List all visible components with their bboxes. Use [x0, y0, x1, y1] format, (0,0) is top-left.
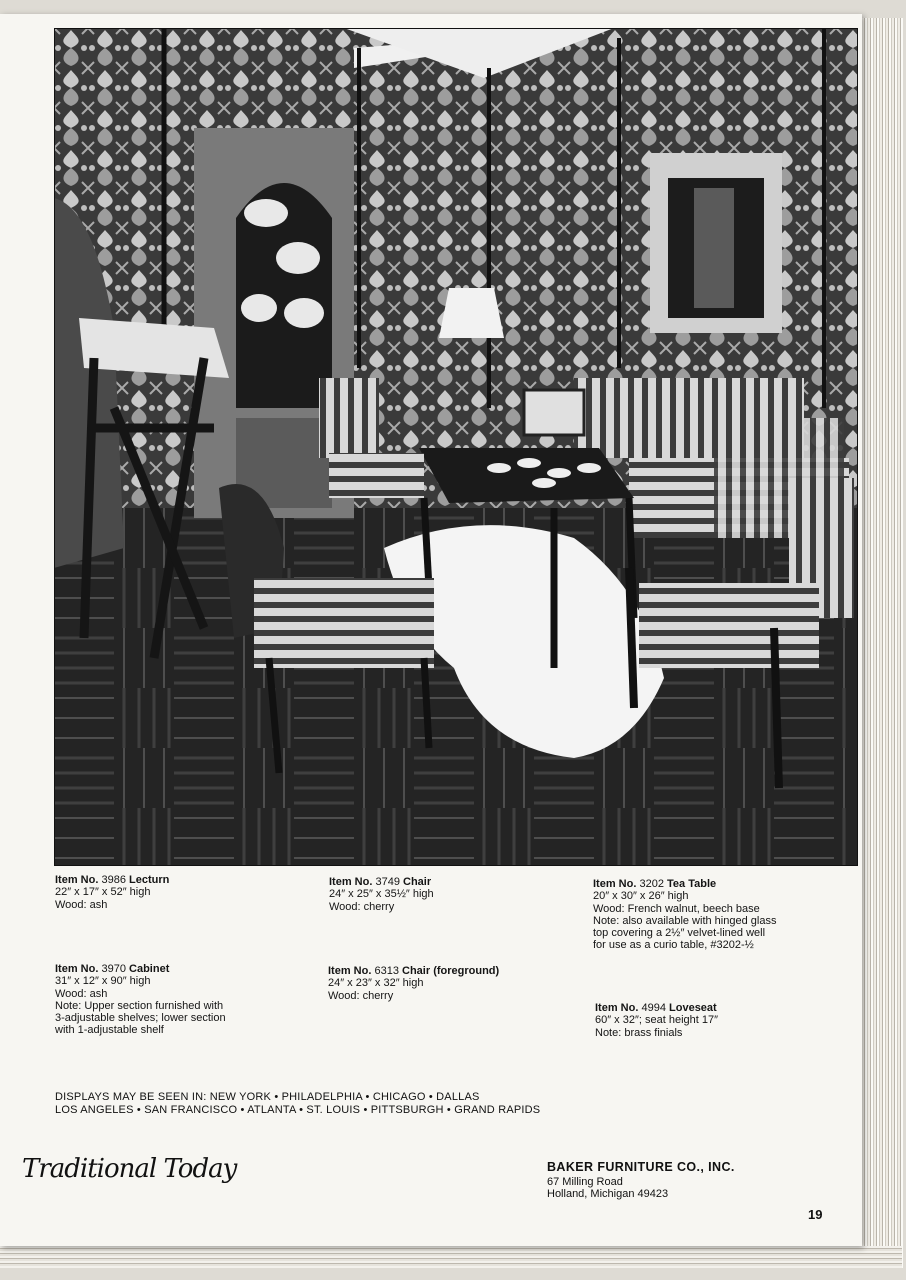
caption-item-number: 3749 — [375, 876, 400, 888]
caption-note: Note: Upper section furnished with — [55, 999, 224, 1012]
caption-wood: Wood: cherry — [329, 900, 395, 913]
display-locations-line: LOS ANGELES • SAN FRANCISCO • ATLANTA • ST. LOUIS • PITTSBURGH • GRAND RAPIDS — [55, 1104, 541, 1116]
caption-note: top covering a 2½″ velvet-lined well — [593, 927, 766, 940]
caption-item-label: Item No. — [329, 876, 373, 888]
caption-item-name: Tea Table — [667, 878, 717, 890]
caption-dimensions: 20″ x 30″ x 26″ high — [593, 890, 689, 903]
traditional-today-logo: Traditional Today — [22, 1154, 237, 1184]
caption-note: Note: also available with hinged glass — [593, 914, 777, 927]
page-stack-bottom — [0, 1246, 902, 1268]
room-photograph — [54, 28, 858, 866]
caption-wood: Wood: cherry — [328, 989, 394, 1002]
caption-item-name: Lecturn — [129, 874, 170, 886]
caption-tea-table — [593, 878, 776, 952]
caption-item-number: 4994 — [641, 1002, 666, 1014]
company-address-block — [547, 1161, 735, 1201]
catalog-page — [0, 14, 862, 1246]
caption-dimensions: 22″ x 17″ x 52″ high — [55, 886, 151, 899]
caption-item-name: Loveseat — [669, 1002, 717, 1014]
caption-item-number: 3202 — [639, 878, 664, 890]
caption-loveseat — [595, 1002, 718, 1039]
caption-item-label: Item No. — [595, 1002, 639, 1014]
company-street: 67 Milling Road — [547, 1175, 623, 1188]
caption-note: Note: brass finials — [595, 1026, 683, 1039]
company-city: Holland, Michigan 49423 — [547, 1188, 669, 1200]
display-locations — [55, 1091, 540, 1117]
caption-dimensions: 31″ x 12″ x 90″ high — [55, 975, 151, 988]
caption-note: with 1-adjustable shelf — [55, 1024, 164, 1037]
caption-wood: Wood: ash — [55, 987, 108, 1000]
caption-dimensions: 60″ x 32″; seat height 17″ — [595, 1014, 718, 1027]
caption-dimensions: 24″ x 23″ x 32″ high — [328, 977, 424, 990]
caption-item-name: Cabinet — [129, 963, 170, 975]
caption-chair-3749 — [329, 876, 434, 913]
caption-note: 3-adjustable shelves; lower section — [55, 1012, 226, 1025]
caption-item-number: 3970 — [101, 963, 126, 975]
caption-chair-6313 — [328, 965, 499, 1002]
caption-item-number: 3986 — [101, 874, 126, 886]
display-locations-line: DISPLAYS MAY BE SEEN IN: NEW YORK • PHILADELPHIA • CHICAGO • DALLAS — [55, 1091, 480, 1103]
caption-cabinet — [55, 963, 226, 1037]
caption-note: for use as a curio table, #3202-½ — [593, 939, 754, 952]
caption-item-label: Item No. — [55, 963, 99, 975]
caption-item-label: Item No. — [328, 965, 372, 977]
caption-item-name: Chair (foreground) — [402, 965, 500, 977]
caption-item-label: Item No. — [593, 878, 637, 890]
caption-item-number: 6313 — [374, 965, 399, 977]
caption-item-label: Item No. — [55, 874, 99, 886]
page-number: 19 — [808, 1207, 823, 1222]
caption-wood: Wood: French walnut, beech base — [593, 902, 760, 915]
caption-lecturn — [55, 874, 169, 911]
caption-item-name: Chair — [403, 876, 432, 888]
page-stack-edge — [858, 18, 903, 1268]
company-name: BAKER FURNITURE CO., INC. — [547, 1160, 735, 1174]
caption-dimensions: 24″ x 25″ x 35½″ high — [329, 888, 434, 901]
caption-wood: Wood: ash — [55, 898, 108, 911]
